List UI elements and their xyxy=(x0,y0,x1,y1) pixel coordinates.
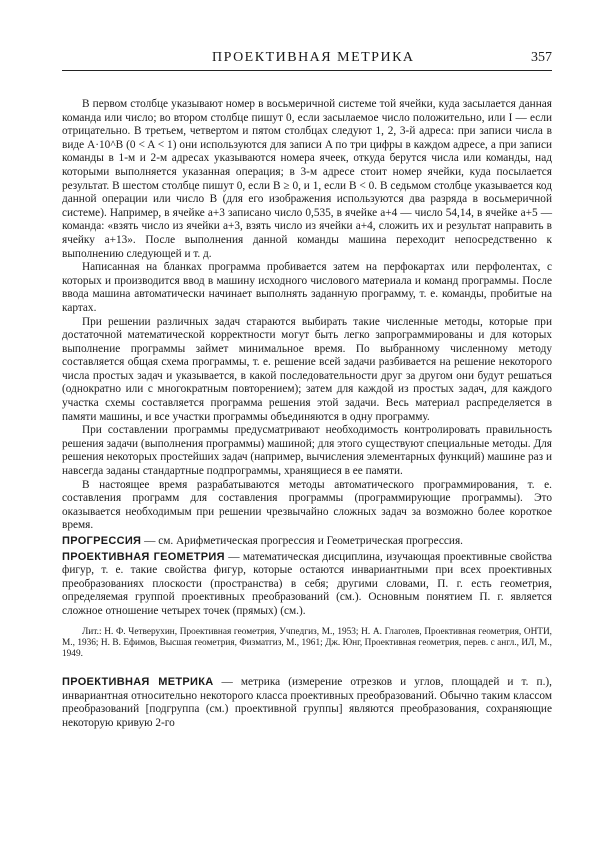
page-number: 357 xyxy=(531,50,552,65)
paragraph-auto-programming: В настоящее время разрабатываются методы автоматического программирования, т. е. составления программ для составления программы (программирующие программы). Это оказывается необходимым при решении чрезвычайно сложных задач за возможно более короткое время. xyxy=(62,478,552,532)
running-title: ПРОЕКТИВНАЯ МЕТРИКА xyxy=(212,50,415,65)
entry-text: — метрика (измерение отрезков и углов, площадей и т. п.), инвариантная относительно некоторого класса проективных преобразований. Обычно таким классом преобразований [подгруппа (см.) проективной группы] являются преобразования, сохраняющие некоторую кривую 2-го xyxy=(62,676,552,729)
paragraph-program-control: При составлении программы предусматривают необходимость контролировать правильность решения задачи (выполнения программы) машиной; для этого существуют специальные методы. Для решения некоторых простейших задач (например, вычисления элементарных функций) машине раз и навсегда заданы стандартные подпрограммы, хранящиеся в ее памяти. xyxy=(62,424,552,478)
entry-projective-metric xyxy=(62,676,552,730)
header-rule xyxy=(62,70,552,71)
entry-projective-geometry xyxy=(62,551,552,619)
entry-term: ПРОГРЕССИЯ xyxy=(62,535,142,547)
literature-list: Лит.: Н. Ф. Четверухин, Проективная геометрия, Учпедгиз, М., 1953; Н. А. Глаголев, Проективная геометрия, ОНТИ, М., 1936; Н. В. Ефимов, Высшая геометрия, Физматгиз, М., 1961; Дж. Юнг, Проективная геометрия, перев. с англ., ИЛ, М., 1949. xyxy=(62,626,552,659)
entry-progressia xyxy=(62,535,552,549)
entry-text: — см. Арифметическая прогрессия и Геометрическая прогрессия. xyxy=(141,535,463,547)
paragraph-cell-columns: В первом столбце указывают номер в восьмеричной системе той ячейки, куда засылается данная команда или число; во втором столбце пишут 0, если засылаемое число положительно, или I — если отрицательно. В третьем, четвертом и пятом столбцах следуют 1, 2, 3-й адреса: при записи числа в виде A·10^B (0 < A < 1) они используются для записи A по три цифры в каждом адресе, а при записи команды в 1-м и 2-м адресах указываются номера ячеек, откуда берутся числа или команды, над которыми выполняется указанная операция; в 3-м адресе стоит номер ячейки, куда посылается результат. В шестом столбце пишут 0, если B ≥ 0, и 1, если B < 0. В седьмом столбце указывается код данной операции или число B (для его изображения используются два разряда в восьмеричной системе). Например, в ячейке a+3 записано число 0,535, в ячейке a+4 — число 54,14, в ячейке a+5 — команда: «взять число из ячейки a+3, взять число из ячейки a+4, сложить их и результат направить в ячейку a+13». После выполнения данной команды машина переходит непосредственно к выполнению следующей и т. д. xyxy=(62,98,552,260)
entry-text: — математическая дисциплина, изучающая проективные свойства фигур, т. е. такие свойства фигур, которые остаются инвариантными при всех проективных преобразованиях плоскости (пространства) в себя; другими словами, П. г. есть геометрия, определяемая группой проективных преобразований (см.). Основным понятием П. г. является сложное отношение четырех точек (прямых) (см.). xyxy=(62,550,553,617)
paragraph-numerical-methods: При решении различных задач стараются выбирать такие численные методы, которые при достаточной математической корректности могут быть легко запрограммированы и для которых выполнение программы займет минимальное время. По выбранному численному методу составляется общая схема программы, т. е. решение всей задачи разбивается на решение некоторого числа простых задач и указывается, в какой последовательности друг за другом они будут решаться (однократно или с многократным повторением); затем для каждой из простых задач, для каждого участка схемы составляется программа решения этой задачи. Весь материал распределяется в памяти машины, и все участки программы объединяются в одну программу. xyxy=(62,315,552,423)
entry-term: ПРОЕКТИВНАЯ ГЕОМЕТРИЯ xyxy=(62,550,225,563)
paragraph-punch-cards: Написанная на бланках программа пробивается затем на перфокартах или перфолентах, с которых и производится ввод в машину исходного числового материала и команд программы. После ввода машина автоматически начинает выполнять заданную программу, т. е. команды, пробитые на картах. xyxy=(62,261,552,314)
page-header xyxy=(62,50,552,70)
spacer xyxy=(62,660,552,674)
page-body xyxy=(62,98,552,731)
entry-term: ПРОЕКТИВНАЯ МЕТРИКА xyxy=(62,676,214,689)
